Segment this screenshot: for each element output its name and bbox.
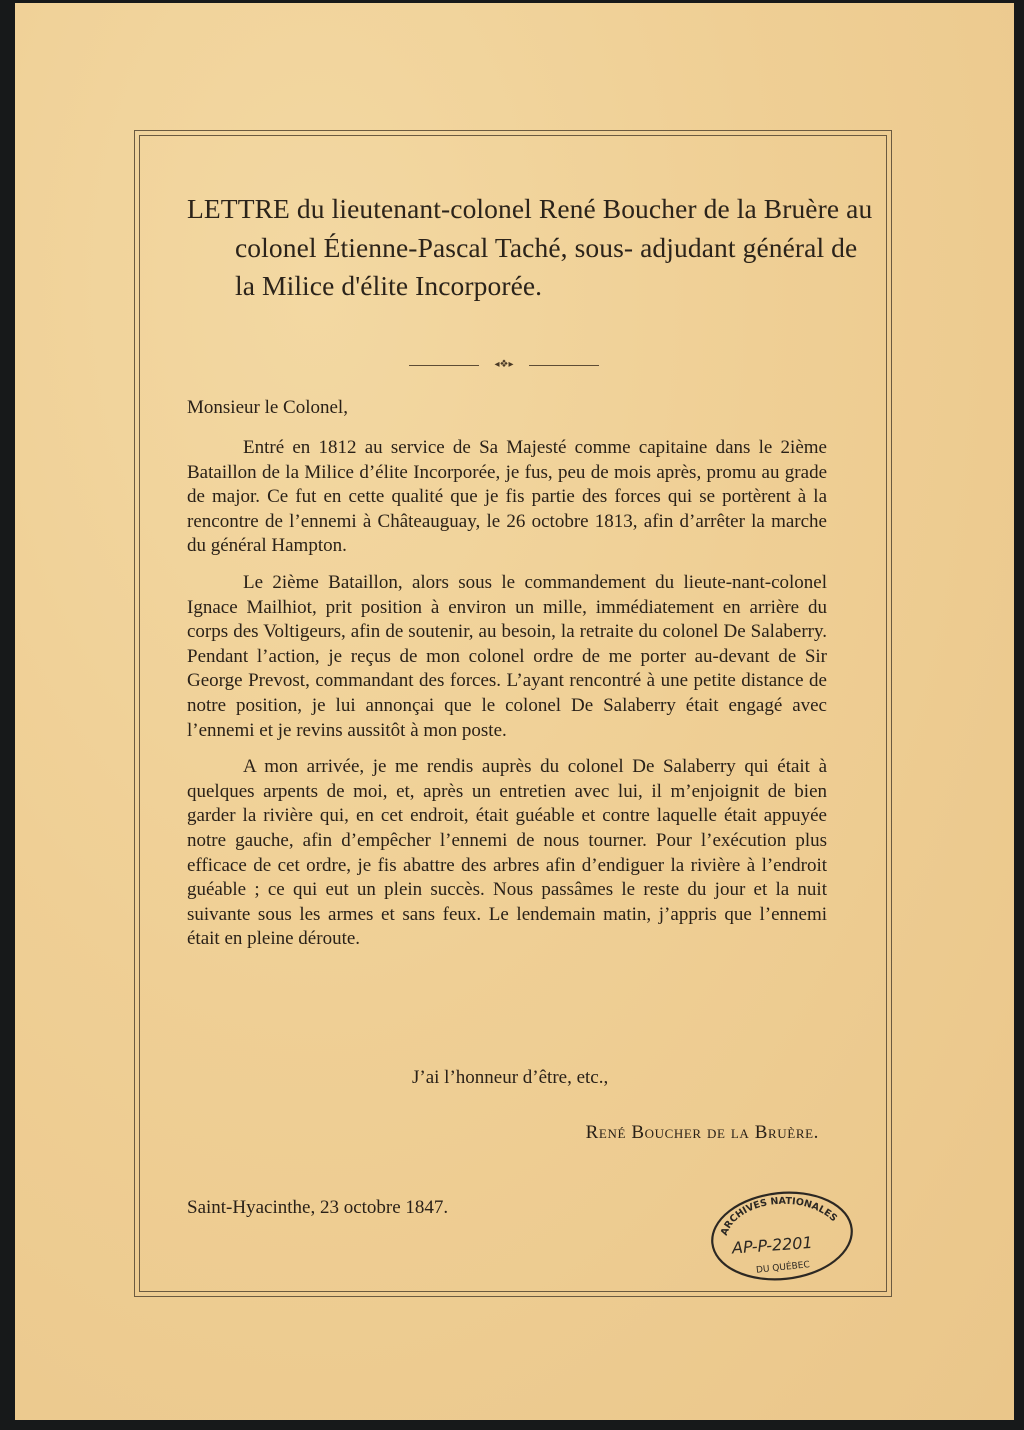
archives-stamp [708, 1188, 856, 1284]
divider-line-right [529, 365, 599, 366]
divider-line-left [409, 365, 479, 366]
divider-ornament [409, 358, 599, 372]
signature: René Boucher de la Bruère. [585, 1122, 819, 1143]
letter-title: LETTRE du lieutenant-colonel René Boucher de la Bruère au colonel Étienne-Pascal Taché, sous- adjudant général de la Milice d'élite Incorporée. [187, 193, 873, 301]
salutation: Monsieur le Colonel, [187, 397, 348, 418]
paragraph-3: A mon arrivée, je me rendis auprès du colonel De Salaberry qui était à quelques arpents de moi, et, après un entretien avec lui, il m’enjoignit de bien garder la rivière qui, en cet endroit, était guéable et contre laquelle était appuyée notre gauche, afin d’empêcher l’ennemi de nous tourner. Pour l’exécution plus efficace de cet ordre, je fis abattre des arbres afin d’endiguer la rivière à l’endroit guéable ; ce qui eut un plein succès. Nous passâmes le reste du jour et la nuit suivante sous les armes et sans feux. Le lendemain matin, j’appris que l’ennemi était en pleine déroute. [187, 756, 827, 950]
paragraph-2: Le 2ième Bataillon, alors sous le commandement du lieute-nant-colonel Ignace Mailhiot, prit position à environ un mille, immédiatement en arrière du corps des Voltigeurs, afin de soutenir, au besoin, la retraite du colonel De Salaberry. Pendant l’action, je reçus de mon colonel ordre de me porter au-devant de Sir George Prevost, commandant des forces. L’ayant rencontré à une petite distance de notre position, je lui annonçai que le colonel De Salaberry était engagé avec l’ennemi et je revins aussitôt à mon poste. [187, 571, 827, 741]
letter-body [187, 436, 827, 964]
fleuron-icon: ◂❖▸ [494, 359, 514, 370]
place-and-date: Saint-Hyacinthe, 23 octobre 1847. [187, 1197, 449, 1218]
stamp-bottom-text: DU QUÉBEC [755, 1260, 811, 1276]
closing-formula: J’ai l’honneur d’être, etc., [412, 1067, 609, 1088]
stamp-top-text: ARCHIVES NATIONALES [718, 1195, 840, 1238]
paragraph-1: Entré en 1812 au service de Sa Majesté comme capitaine dans le 2ième Bataillon de la Milice d’élite Incorporée, je fus, peu de mois après, promu au grade de major. Ce fut en cette qualité que je fis partie des forces qui se portèrent à la rencontre de l’ennemi à Châteauguay, le 26 octobre 1813, afin d’arrêter la marche du général Hampton. [187, 437, 827, 557]
stamp-call-number: AP-P-2201 [731, 1232, 814, 1258]
